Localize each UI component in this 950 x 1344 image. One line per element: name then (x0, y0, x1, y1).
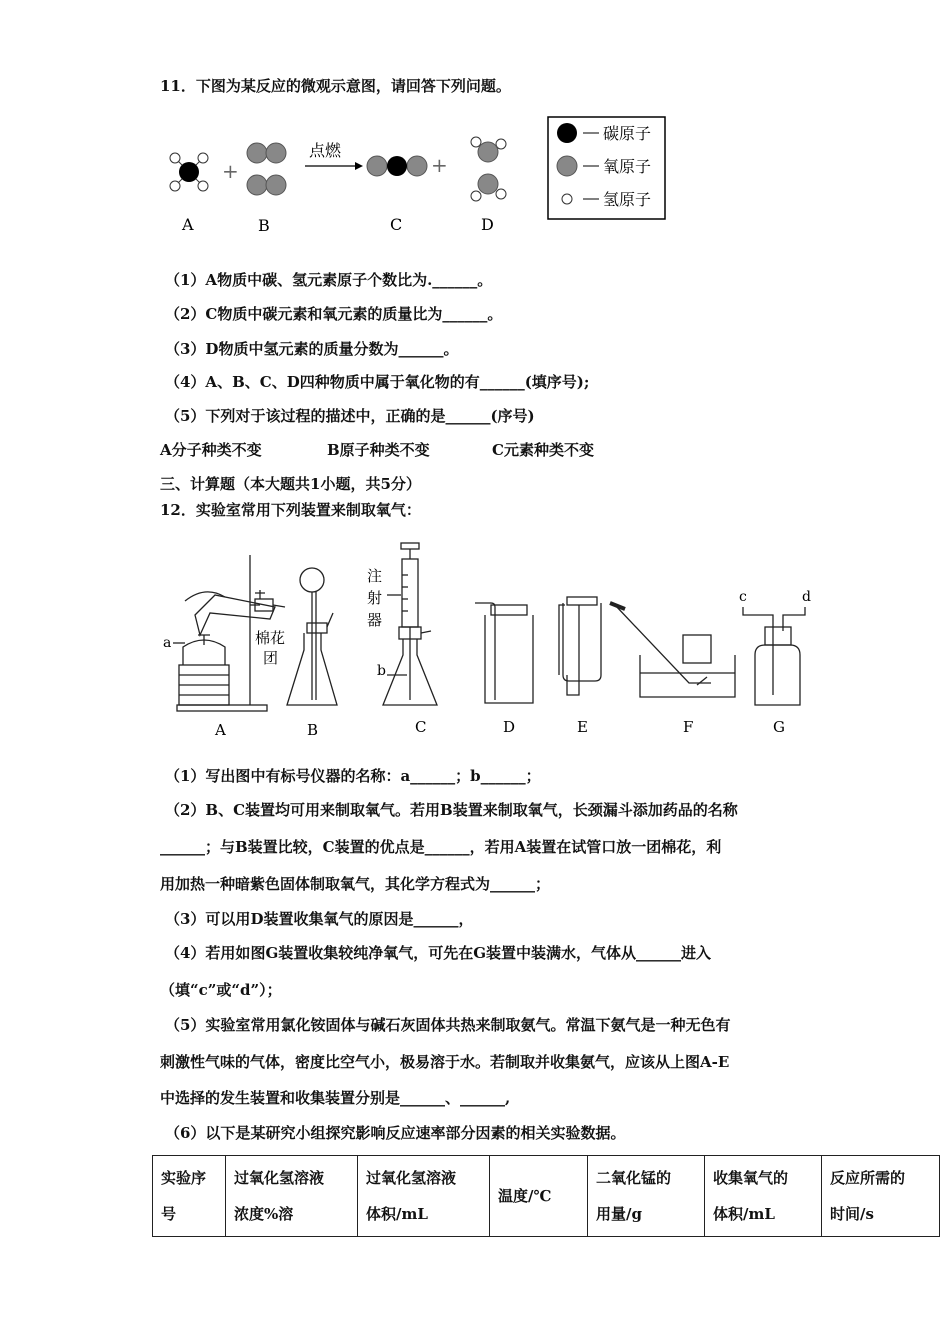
apparatus-b-icon (287, 568, 337, 705)
q12-line-3: ______；与B装置比较，C装置的优点是______，若用A装置在试管口放一团棉花，利 (160, 838, 722, 856)
q12-line-7: （填“c”或“d”）； (160, 981, 282, 999)
annotation-b: b (377, 663, 386, 679)
q11-sub2: （2）C物质中碳元素和氧元素的质量比为______。 (165, 305, 503, 323)
q12-line-9: 刺激性气味的气体，密度比空气小，极易溶于水。若制取并收集氨气，应该从上图A-E (160, 1053, 730, 1071)
annotation-syringe-1: 注 (367, 567, 383, 585)
legend-box (548, 117, 665, 219)
apparatus-label-a: A (215, 721, 226, 739)
q12-line-8: （5）实验室常用氯化铵固体与碱石灰固体共热来制取氨气。常温下氨气是一种无色有 (165, 1016, 731, 1034)
label-d: D (481, 215, 494, 234)
apparatus-f-icon (610, 603, 735, 697)
q12-line-11: （6）以下是某研究小组探究影响反应速率部分因素的相关实验数据。 (165, 1124, 626, 1142)
header-cell-o2-volume: 收集氧气的 体积/mL (705, 1156, 822, 1237)
experiment-data-table (152, 1155, 940, 1237)
header-cell-concentration: 过氧化氢溶液 浓度%溶 (226, 1156, 358, 1237)
q12-apparatus-diagram (155, 535, 825, 745)
annotation-d: d (802, 589, 811, 605)
label-c: C (390, 215, 403, 234)
q11-option-c: C元素种类不变 (492, 441, 594, 459)
q12-line-6: （4）若用如图G装置收集较纯净氧气，可先在G装置中装满水，气体从______进入 (165, 944, 712, 962)
header-cell-time: 反应所需的 时间/s (822, 1156, 940, 1237)
apparatus-label-b: B (307, 721, 319, 739)
molecule-a-icon (170, 153, 208, 191)
apparatus-c-icon (383, 543, 437, 705)
q12-line-10: 中选择的发生装置和收集装置分别是______、______, (160, 1089, 511, 1107)
q11-sub5: （5）下列对于该过程的描述中，正确的是______(序号) (165, 407, 535, 425)
section-3-heading: 三、计算题（本大题共1小题，共5分） (160, 475, 421, 493)
apparatus-d-icon (475, 603, 533, 703)
q12-line-4: 用加热一种暗紫色固体制取氧气，其化学方程式为______； (160, 875, 551, 893)
plus-sign-1: + (222, 159, 239, 183)
q12-line-1: （1）写出图中有标号仪器的名称：a______；b______； (165, 767, 541, 785)
header-cell-temperature: 温度/℃ (490, 1156, 588, 1237)
legend-oxygen: 氧原子 (603, 157, 652, 176)
annotation-cotton-2: 团 (263, 649, 279, 667)
apparatus-label-d: D (503, 718, 516, 736)
annotation-cotton-1: 棉花 (255, 629, 286, 647)
q11-title: 11．下图为某反应的微观示意图，请回答下列问题。 (160, 77, 511, 95)
q12-line-5: （3）可以用D装置收集氧气的原因是______， (165, 910, 474, 928)
label-b: B (258, 216, 270, 235)
molecule-b-icon (247, 143, 286, 195)
apparatus-label-g: G (773, 718, 785, 736)
annotation-a: a (163, 635, 172, 651)
label-a: A (182, 215, 194, 234)
table-header-row (153, 1156, 940, 1237)
legend-carbon: 碳原子 (603, 124, 652, 143)
q12-title: 12．实验室常用下列装置来制取氧气： (160, 501, 421, 519)
q11-sub1: （1）A物质中碳、氢元素原子个数比为.______。 (165, 271, 493, 289)
molecule-d-icon (471, 137, 506, 201)
apparatus-label-f: F (683, 718, 694, 736)
apparatus-g-icon (743, 607, 805, 705)
q11-option-b: B原子种类不变 (327, 441, 430, 459)
plus-sign-2: + (431, 153, 448, 177)
apparatus-label-e: E (577, 718, 588, 736)
header-cell-volume: 过氧化氢溶液 体积/mL (358, 1156, 490, 1237)
annotation-c: c (739, 589, 747, 605)
annotation-syringe-2: 射 (367, 589, 383, 607)
q11-option-a: A分子种类不变 (160, 441, 262, 459)
header-cell-mno2: 二氧化锰的 用量/g (588, 1156, 705, 1237)
reaction-condition: 点燃 (309, 141, 342, 160)
q12-line-2: （2）B、C装置均可用来制取氧气。若用B装置来制取氧气，长颈漏斗添加药品的名称 (165, 801, 738, 819)
apparatus-label-c: C (415, 718, 427, 736)
q11-sub4: （4）A、B、C、D四种物质中属于氧化物的有______(填序号); (165, 373, 590, 391)
apparatus-e-icon (559, 597, 601, 695)
q11-sub3: （3）D物质中氢元素的质量分数为______。 (165, 340, 459, 358)
molecule-c-icon (367, 156, 427, 176)
q11-reaction-diagram (155, 110, 675, 245)
header-cell-trial: 实验序 号 (153, 1156, 226, 1237)
legend-hydrogen: 氢原子 (603, 190, 652, 209)
annotation-syringe-3: 器 (367, 611, 383, 629)
